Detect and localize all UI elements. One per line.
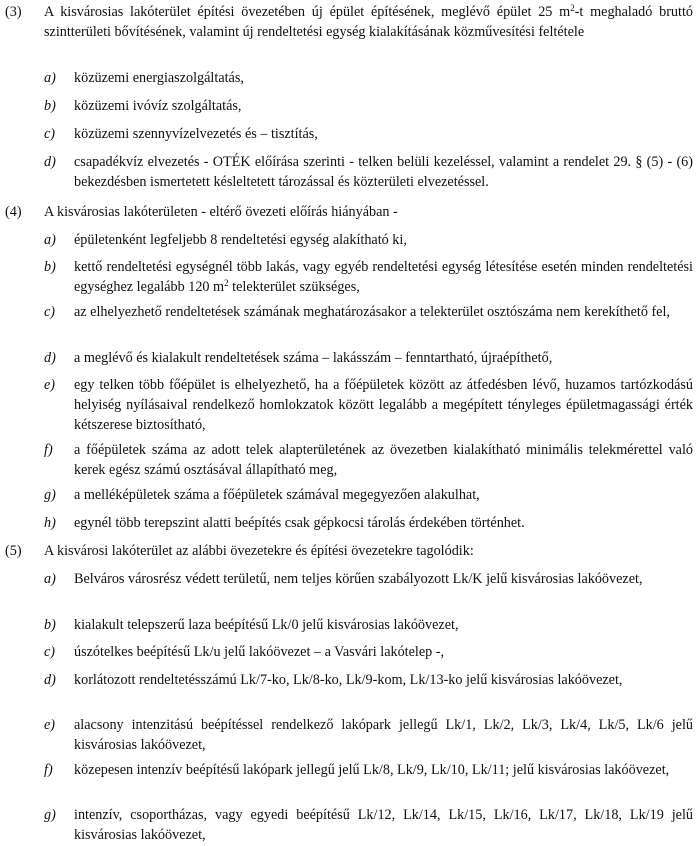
paragraph-5	[0, 541, 693, 561]
list-item-text: épületenként legfeljebb 8 rendeltetési egység alakítható ki,	[74, 232, 407, 248]
list-item	[0, 615, 693, 635]
list-item-text: közüzemi ivóvíz szolgáltatás,	[74, 98, 242, 114]
list-item-label: c)	[44, 304, 56, 320]
list-item	[0, 569, 693, 589]
paragraph-text: A kisvárosias lakóterületen - eltérő övezeti előírás hiányában -	[44, 204, 398, 220]
list-item	[0, 670, 693, 690]
list-item-text: a melléképületek száma a főépületek számával megegyezően alakulhat,	[74, 487, 480, 503]
paragraph-4	[0, 202, 693, 222]
list-item-text: közüzemi szennyvízelvezetés és – tisztítás,	[74, 126, 318, 142]
list-item	[0, 124, 693, 144]
list-item	[0, 805, 693, 845]
list-item-text: csapadékvíz elvezetés - OTÉK előírása szerinti - telken belüli kezeléssel, valamint a rendelet 29. § (5) - (6) bekezdésben ismertetett késleltetett tározással és közterületi elvezetéssel.	[74, 154, 693, 190]
list-item-text	[74, 257, 693, 297]
list-item-text: egy telken több főépület is elhelyezhető, ha a főépületek között az átfedésben lévő, huzamos tartózkodású helyiség nyílásaival rendelkező homlokzatok között legalább a megépített tényleges épületmagassági érték kétszerese biztosítható,	[74, 377, 693, 433]
list-item	[0, 230, 693, 250]
list-item-label: d)	[44, 154, 56, 170]
list-item-label: a)	[44, 232, 56, 248]
list-item-text: Belváros városrész védett területű, nem teljes körűen szabályozott Lk/K jelű kisvárosias lakóövezet,	[74, 571, 643, 587]
list-item-label: e)	[44, 717, 56, 733]
list-item-text: közepesen intenzív beépítésű lakópark jellegű jelű Lk/8, Lk/9, Lk/10, Lk/11; jelű kisvárosias lakóövezet,	[74, 762, 670, 778]
list-item-label: c)	[44, 126, 56, 142]
list-item-label: a)	[44, 571, 56, 587]
list-item-label: b)	[44, 98, 56, 114]
list-item-text-part: kettő rendeltetési egységnél több lakás, vagy egyéb rendeltetési egység létesítése esetén minden rendeltetési egységhez legalább 120 m	[74, 259, 693, 295]
list-item-label: e)	[44, 377, 56, 393]
list-item	[0, 152, 693, 192]
list-item	[0, 642, 693, 662]
paragraph-number: (5)	[5, 543, 22, 559]
list-item-label: h)	[44, 515, 56, 531]
list-item-text: úszótelkes beépítésű Lk/u jelű lakóövezet – a Vasvári lakótelep -,	[74, 644, 445, 660]
list-item-label: d)	[44, 672, 56, 688]
list-item-text: a főépületek száma az adott telek alapterületének az övezetben kialakítható minimális telekmérettel való kerek egész számú osztásával állapítható meg,	[74, 442, 693, 478]
list-item-text-part: telekterület szükséges,	[228, 279, 360, 295]
list-item	[0, 715, 693, 755]
list-item-text: alacsony intenzitású beépítéssel rendelkező lakópark jellegű Lk/1, Lk/2, Lk/3, Lk/4, Lk/5, Lk/6 jelű kisvárosias lakóövezet,	[74, 717, 693, 753]
list-item-label: a)	[44, 70, 56, 86]
list-item-text: korlátozott rendeltetésszámú Lk/7-ko, Lk/8-ko, Lk/9-kom, Lk/13-ko jelű kisvárosias lakóövezet,	[74, 672, 623, 688]
list-item	[0, 440, 693, 480]
list-item-label: b)	[44, 617, 56, 633]
list-item-label: d)	[44, 350, 56, 366]
paragraph-text-part: -t meghaladó bruttó szintterületi bővítésének, valamint új rendeltetési egység kialakításának közművesítési feltétele	[44, 4, 693, 40]
list-item	[0, 302, 693, 322]
superscript: 2	[570, 3, 575, 13]
paragraph-text-part: A kisvárosias lakóterület építési övezetében új épület építésének, meglévő épület 25 m	[44, 4, 571, 20]
list-item-text: intenzív, csoportházas, vagy egyedi beépítésű Lk/12, Lk/14, Lk/15, Lk/16, Lk/17, Lk/18, Lk/19 jelű kisvárosias lakóövezet,	[74, 807, 693, 843]
list-item-label: g)	[44, 487, 56, 503]
paragraph-text	[44, 2, 693, 42]
list-item	[0, 348, 693, 368]
paragraph-number: (4)	[5, 204, 22, 220]
list-item	[0, 375, 693, 435]
list-item-label: f)	[44, 762, 53, 778]
list-item	[0, 760, 693, 780]
list-item	[0, 485, 693, 505]
list-item-label: c)	[44, 644, 56, 660]
list-item-label: b)	[44, 259, 56, 275]
superscript: 2	[224, 278, 229, 288]
list-item	[0, 68, 693, 88]
list-item-text: közüzemi energiaszolgáltatás,	[74, 70, 244, 86]
paragraph-3	[0, 2, 693, 42]
list-item-label: f)	[44, 442, 53, 458]
list-item-text: kialakult telepszerű laza beépítésű Lk/0 jelű kisvárosias lakóövezet,	[74, 617, 459, 633]
list-item	[0, 96, 693, 116]
list-item-text: az elhelyezhető rendeltetések számának meghatározásakor a telekterület osztószáma nem kerekíthető fel,	[74, 304, 670, 320]
list-item-label: g)	[44, 807, 56, 823]
list-item	[0, 257, 693, 297]
list-item-text: egynél több terepszint alatti beépítés csak gépkocsi tárolás érdekében történhet.	[74, 515, 525, 531]
list-item	[0, 513, 693, 533]
paragraph-number: (3)	[5, 4, 22, 20]
paragraph-text: A kisvárosi lakóterület az alábbi övezetekre és építési övezetekre tagolódik:	[44, 543, 474, 559]
list-item-text: a meglévő és kialakult rendeltetések száma – lakásszám – fenntartható, újraépíthető,	[74, 350, 553, 366]
